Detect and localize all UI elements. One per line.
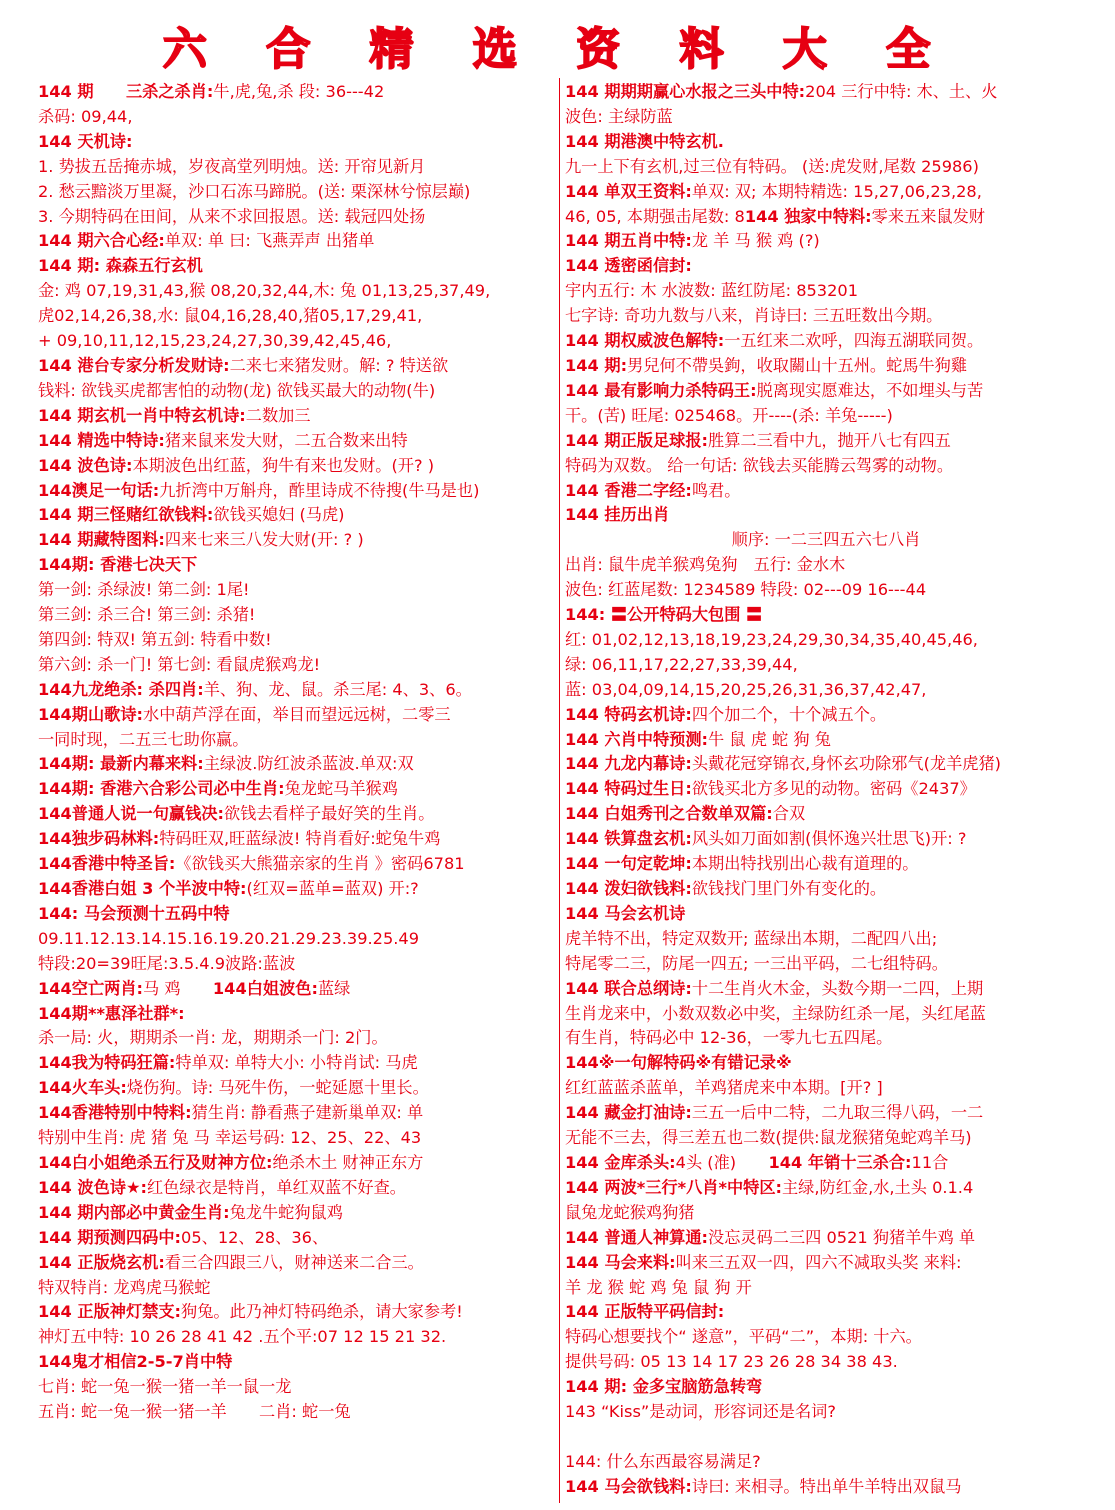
line-heading: 144 两波*三行*八肖*中特区: <box>565 1177 782 1197</box>
line-heading: 144 年销十三杀合: <box>768 1152 912 1172</box>
left-line <box>38 852 558 877</box>
line-heading: 144香港白姐 3 个半波中特: <box>38 879 247 898</box>
right-line <box>565 254 1087 279</box>
left-line <box>38 180 558 205</box>
line-heading: 144 普通人神算通: <box>565 1227 709 1247</box>
line-heading: 144鬼才相信2-5-7肖中特 <box>38 1352 233 1372</box>
line-text: 九一上下有玄机,过三位有特码。 (送:虎发财,尾数 25986) <box>565 156 979 176</box>
left-line <box>38 1325 558 1350</box>
left-line <box>38 254 558 279</box>
right-line <box>565 454 1087 479</box>
line-heading: 144香港特别中特料: <box>38 1103 192 1123</box>
line-heading: 144 天机诗: <box>38 131 133 151</box>
right-line <box>565 1450 1087 1475</box>
left-line <box>38 1400 558 1425</box>
line-heading: 144 单双王资料: <box>565 181 692 201</box>
line-text: 头戴花冠穿锦衣,身怀玄功除邪气(龙羊虎猪) <box>691 754 1001 774</box>
line-heading: 144 期 三杀之杀肖: <box>38 82 214 101</box>
line-heading: 144 藏金打油诗: <box>565 1103 692 1123</box>
line-heading: 144 期内部必中黄金生肖: <box>38 1202 230 1222</box>
right-line <box>565 180 1087 205</box>
line-heading: 144 六肖中特预测: <box>565 729 709 749</box>
line-text: 诗曰: 来相寻。特出单牛羊特出双鼠马 <box>691 1476 962 1496</box>
right-line <box>565 1325 1087 1350</box>
line-text: 143 “Kiss”是动词，形容词还是名词? <box>565 1402 836 1422</box>
right-line <box>565 678 1087 703</box>
right-line <box>565 1226 1087 1251</box>
line-text: 神灯五中特: 10 26 28 41 42 .五个平:07 12 15 21 32. <box>38 1327 447 1347</box>
right-line <box>565 1101 1087 1126</box>
line-text: 第一剑: 杀绿波! 第二剑: 1尾! <box>38 580 250 600</box>
line-text: (红双=蓝单=蓝双) 开:? <box>246 879 419 898</box>
right-line <box>565 703 1087 728</box>
right-line <box>565 429 1087 454</box>
line-text: 钱料: 欲钱买虎都害怕的动物(龙) 欲钱买最大的动物(牛) <box>38 380 436 400</box>
left-line <box>38 1201 558 1226</box>
right-line <box>565 1126 1087 1151</box>
left-line <box>38 1026 558 1051</box>
line-text: 特码为双数。 给一句话: 欲钱去买能腾云驾雾的动物。 <box>565 455 954 475</box>
line-heading: 144 马会来料: <box>565 1252 676 1272</box>
line-heading: 144期**惠泽社群*: <box>38 1003 185 1023</box>
line-text: 生肖龙来中，小数双数必中奖，主绿防红杀一尾，头红尾蓝 <box>565 1003 986 1023</box>
right-line <box>565 479 1087 504</box>
right-line <box>565 902 1087 927</box>
right-line <box>565 205 1087 230</box>
line-text: 11合 <box>911 1152 949 1172</box>
right-line <box>565 553 1087 578</box>
left-line <box>38 553 558 578</box>
line-text: 特单双: 单特大小: 小特肖试: 马虎 <box>175 1053 418 1073</box>
line-heading: 144 马会玄机诗 <box>565 903 686 923</box>
line-heading: 144 期港澳中特玄机. <box>565 131 724 151</box>
line-text: 七肖: 蛇一兔一猴一猪一羊一鼠一龙 <box>38 1377 292 1397</box>
line-text: 05、12、28、36、 <box>181 1227 329 1247</box>
line-text: 五肖: 蛇一兔一猴一猪一羊 二肖: 蛇一兔 <box>38 1402 351 1422</box>
left-line <box>38 678 558 703</box>
column-divider <box>559 78 560 1503</box>
right-column <box>565 80 1087 1500</box>
left-line <box>38 1151 558 1176</box>
right-line <box>565 155 1087 180</box>
left-line <box>38 603 558 628</box>
left-line <box>38 279 558 304</box>
right-line <box>565 105 1087 130</box>
line-text: 第六剑: 杀一门! 第七剑: 看鼠虎猴鸡龙! <box>38 654 321 674</box>
line-heading: 144※一句解特码※有错记录※ <box>565 1053 792 1073</box>
right-line <box>565 503 1087 528</box>
line-heading: 144 特码玄机诗: <box>565 704 692 724</box>
left-line <box>38 1251 558 1276</box>
line-heading: 144 白姐秀刊之合数单双篇: <box>565 804 773 824</box>
line-text: 《欲钱买大熊猫亲家的生肖 》密码6781 <box>175 854 465 874</box>
line-heading: 144 期: 森森五行玄机 <box>38 256 203 276</box>
line-heading: 144 透密函信封: <box>565 256 692 276</box>
line-text: 1. 势拔五岳掩赤城，岁夜高堂列明烛。送: 开帘见新月 <box>38 156 426 176</box>
line-text: 羊、狗、龙、鼠。杀三尾: 4、3、6。 <box>203 679 472 699</box>
line-text: 零来五来鼠发财 <box>871 206 985 226</box>
line-text: 特尾零二三，防尾一四五; 一三出平码，二七组特码。 <box>565 953 948 973</box>
right-line <box>565 1276 1087 1301</box>
line-heading: 144 金库杀头: <box>565 1152 676 1172</box>
line-text: 虎02,14,26,38,水: 鼠04,16,28,40,猪05,17,29,41, <box>38 306 423 326</box>
left-line <box>38 130 558 155</box>
line-text: + 09,10,11,12,15,23,24,27,30,39,42,45,46, <box>38 331 392 351</box>
line-heading: 144 波色诗★: <box>38 1177 147 1197</box>
left-line <box>38 653 558 678</box>
left-line <box>38 80 558 105</box>
line-text: 特段:20=39旺尾:3.5.4.9波路:蓝波 <box>38 953 296 973</box>
line-heading: 144 期预测四码中: <box>38 1227 182 1247</box>
line-text: 三五一后中二特，二九取三得八码，一二 <box>691 1103 984 1123</box>
right-line <box>565 952 1087 977</box>
right-line <box>565 80 1087 105</box>
right-line <box>565 379 1087 404</box>
right-line <box>565 877 1087 902</box>
left-line <box>38 1076 558 1101</box>
left-line <box>38 379 558 404</box>
line-text: 七字诗: 奇功九数与八来，肖诗曰: 三五旺数出今期。 <box>565 306 943 326</box>
line-text: 风头如刀面如割(俱怀逸兴壮思飞)开: ? <box>691 829 967 849</box>
left-line <box>38 902 558 927</box>
left-line <box>38 528 558 553</box>
right-line <box>565 827 1087 852</box>
line-heading: 144九龙绝杀: 杀四肖: <box>38 679 204 699</box>
line-text: 鸣君。 <box>691 480 741 500</box>
line-heading: 144 独家中特料: <box>744 206 872 226</box>
line-heading: 144火车头: <box>38 1078 127 1098</box>
right-line <box>565 603 1087 628</box>
line-text: 兔龙蛇马羊猴鸡 <box>284 779 398 799</box>
left-line <box>38 429 558 454</box>
line-heading: 144: 〓公开特码大包围 〓 <box>565 605 763 625</box>
line-heading: 144期: 香港六合彩公司必中生肖: <box>38 779 285 799</box>
left-line <box>38 229 558 254</box>
line-heading: 144 港台专家分析发财诗: <box>38 355 230 375</box>
line-text: 九折湾中万斛舟，酢里诗成不待搜(牛马是也) <box>159 480 480 500</box>
line-text: 特码心想要找个“ 遂意”，平码“二”，本期: 十六。 <box>565 1327 922 1347</box>
page-title: 六 合 精 选 资 料 大 全 <box>162 24 953 75</box>
right-line <box>565 279 1087 304</box>
right-line <box>565 802 1087 827</box>
line-text: 牛,虎,兔,杀 段: 36---42 <box>213 82 385 101</box>
left-line <box>38 927 558 952</box>
right-line <box>565 927 1087 952</box>
line-heading: 144白小姐绝杀五行及财神方位: <box>38 1152 273 1172</box>
right-line <box>565 1051 1087 1076</box>
line-text: 绿: 06,11,17,22,27,33,39,44, <box>565 654 798 674</box>
line-text: 烧伤狗。诗: 马死牛伤，一蛇延愿十里长。 <box>126 1078 429 1098</box>
line-heading: 144澳足一句话: <box>38 480 160 500</box>
line-heading: 144 最有影响力杀特码王: <box>565 380 757 400</box>
line-text: 顺序: 一二三四五六七八肖 <box>731 530 921 550</box>
line-text: 二数加三 <box>245 405 311 425</box>
line-text: 水中葫芦浮在面，举目而望远远树，二零三 <box>143 704 451 724</box>
line-text: 男兒何不帶吳鉤，收取關山十五州。蛇馬牛狗雞 <box>627 355 968 375</box>
line-text: 狗兔。此乃神灯特码绝杀，请大家参考! <box>181 1302 463 1322</box>
left-line <box>38 977 558 1002</box>
line-heading: 144 期: 金多宝脑筋急转弯 <box>565 1377 763 1397</box>
line-text: 鼠兔龙蛇猴鸡狗猪 <box>565 1202 695 1222</box>
line-heading: 144 正版神灯禁支: <box>38 1302 182 1322</box>
line-text: 无能不三去，得三差五也二数(提供:鼠龙猴猪兔蛇鸡羊马) <box>565 1128 972 1148</box>
left-line <box>38 1176 558 1201</box>
line-text: 单双: 单 曰: 飞燕弄声 出猪单 <box>164 231 375 251</box>
left-line <box>38 304 558 329</box>
line-text: 杀一局: 火，期期杀一肖: 龙，期期杀一门: 2门。 <box>38 1028 388 1048</box>
left-line <box>38 454 558 479</box>
line-text: 马 鸡 <box>143 978 213 998</box>
right-line <box>565 578 1087 603</box>
right-line <box>565 354 1087 379</box>
line-heading: 144 期正版足球报: <box>565 430 709 450</box>
line-text: 09.11.12.13.14.15.16.19.20.21.29.23.39.25.49 <box>38 928 420 948</box>
line-heading: 144 一句定乾坤: <box>565 854 692 874</box>
right-line <box>565 653 1087 678</box>
right-line <box>565 1425 1087 1450</box>
right-line <box>565 1201 1087 1226</box>
line-heading: 144白姐波色: <box>212 978 318 998</box>
line-text: 第三剑: 杀三合! 第三剑: 杀猪! <box>38 605 256 625</box>
line-text: 看三合四跟三八，财神送来二合三。 <box>164 1252 424 1272</box>
line-heading: 144 联合总纲诗: <box>565 978 692 998</box>
left-line <box>38 354 558 379</box>
line-text: 单双: 双; 本期特精选: 15,27,06,23,28, <box>691 181 982 201</box>
right-line <box>565 1475 1087 1500</box>
line-heading: 144普通人说一句赢钱决: <box>38 804 224 824</box>
line-heading: 144 特码过生日: <box>565 779 692 799</box>
right-line <box>565 304 1087 329</box>
left-line <box>38 1300 558 1325</box>
right-line <box>565 1002 1087 1027</box>
left-line <box>38 205 558 230</box>
line-text: 羊 龙 猴 蛇 鸡 兔 鼠 狗 开 <box>565 1277 752 1297</box>
line-text: 46, 05, 本期强击尾数: 8 <box>565 206 745 226</box>
line-heading: 144 期六合心经: <box>38 231 165 251</box>
line-text: 本期出特找别出心裁有道理的。 <box>691 854 919 874</box>
line-text: 3. 今期特码在田间，从来不求回报恩。送: 载冠四处扬 <box>38 206 426 226</box>
line-heading: 144 期: <box>565 355 628 375</box>
line-text: 欲钱买北方多见的动物。密码《2437》 <box>691 779 976 799</box>
left-line <box>38 1350 558 1375</box>
line-heading: 144 期藏特图料: <box>38 530 165 550</box>
right-line <box>565 752 1087 777</box>
line-text: 一同时现，二五三七助你赢。 <box>38 729 249 749</box>
right-line <box>565 1300 1087 1325</box>
line-heading: 144 期五肖中特: <box>565 231 692 251</box>
left-line <box>38 503 558 528</box>
line-text: 金: 鸡 07,19,31,43,猴 08,20,32,44,木: 兔 01,13,25,37,49, <box>38 281 491 301</box>
right-line <box>565 1350 1087 1375</box>
line-text: 波色: 主绿防蓝 <box>565 106 673 126</box>
right-line <box>565 229 1087 254</box>
line-text: 虎羊特不出，特定双数开; 蓝绿出本期，二配四八出; <box>565 928 938 948</box>
line-text: 2. 愁云黯淡万里凝，沙口石冻马蹄脱。(送: 栗深林兮惊层巅) <box>38 181 471 201</box>
line-heading: 144独步码林料: <box>38 829 160 849</box>
left-line <box>38 1002 558 1027</box>
line-text: 胜算二三看中九，抛开八七有四五 <box>708 430 951 450</box>
line-text: 204 三行中特: 木、土、火 <box>805 82 998 101</box>
right-line <box>565 1076 1087 1101</box>
right-line <box>565 130 1087 155</box>
line-text: 猪来鼠来发大财，二五合数来出特 <box>164 430 408 450</box>
line-text: 红红蓝蓝杀蓝单，羊鸡猪虎来中本期。[开? ] <box>565 1078 883 1098</box>
right-line <box>565 728 1087 753</box>
line-text: 欲钱去看样子最好笑的生肖。 <box>223 804 435 824</box>
line-heading: 144 泼妇欲钱料: <box>565 879 692 898</box>
left-line <box>38 1101 558 1126</box>
line-text: 欲钱找门里门外有变化的。 <box>691 879 887 898</box>
line-text: 波色: 红蓝尾数: 1234589 特段: 02---09 16---44 <box>565 580 927 600</box>
line-heading: 144 正版特平码信封: <box>565 1302 725 1322</box>
line-text: 特双特肖: 龙鸡虎马猴蛇 <box>38 1277 211 1297</box>
line-text: 没忘灵码二三四 0521 狗猪羊牛鸡 单 <box>708 1227 976 1247</box>
line-text: 杀码: 09,44, <box>38 106 133 126</box>
left-line <box>38 877 558 902</box>
line-text: 一五红来二欢呼，四海五湖联同贺。 <box>724 331 984 351</box>
line-text: 十二生肖火木金，头数今期一二四，上期 <box>691 978 984 998</box>
left-line <box>38 578 558 603</box>
right-line <box>565 628 1087 653</box>
line-heading: 144: 马会预测十五码中特 <box>38 903 230 923</box>
line-text: 脱离现实愿难达，不如埋头与苦 <box>756 380 984 400</box>
line-heading: 144期山歌诗: <box>38 704 144 724</box>
left-line <box>38 479 558 504</box>
right-line <box>565 1375 1087 1400</box>
line-text: 四个加二个，十个减五个。 <box>691 704 887 724</box>
line-text: 主绿波.防红波杀蓝波.单双:双 <box>203 754 414 774</box>
left-line <box>38 777 558 802</box>
line-text: 红色绿衣是特肖，单红双蓝不好查。 <box>146 1177 406 1197</box>
line-text: 红: 01,02,12,13,18,19,23,24,29,30,34,35,40,45,46, <box>565 629 978 649</box>
line-heading: 144 期期期赢心水报之三头中特: <box>565 82 806 101</box>
line-heading: 144 期三怪赌红欲钱料: <box>38 505 214 525</box>
right-line <box>565 1400 1087 1425</box>
line-heading: 144 期玄机一肖中特玄机诗: <box>38 405 246 425</box>
line-text: 特码旺双,旺蓝绿波! 特肖看好:蛇兔牛鸡 <box>159 829 441 849</box>
right-line <box>565 1151 1087 1176</box>
line-text: 龙 羊 马 猴 鸡 (?) <box>691 231 820 251</box>
line-heading: 144香港中特圣旨: <box>38 854 176 874</box>
left-line <box>38 628 558 653</box>
line-text: 4头 (准) <box>675 1152 769 1172</box>
left-line <box>38 1375 558 1400</box>
line-text: 蓝绿 <box>317 978 351 998</box>
right-line <box>565 777 1087 802</box>
left-line <box>38 329 558 354</box>
right-line <box>565 1176 1087 1201</box>
line-heading: 144 香港二字经: <box>565 480 692 500</box>
line-heading: 144 九龙内幕诗: <box>565 754 692 774</box>
left-line <box>38 752 558 777</box>
line-text: 本期波色出红蓝，狗牛有来也发财。(开? ) <box>132 455 435 475</box>
left-line <box>38 827 558 852</box>
left-line <box>38 802 558 827</box>
left-line <box>38 1126 558 1151</box>
line-heading: 144期: 最新内幕来料: <box>38 754 204 774</box>
left-line <box>38 404 558 429</box>
left-column <box>38 80 558 1425</box>
right-line <box>565 852 1087 877</box>
line-text: 144: 什么东西最容易满足? <box>565 1451 761 1471</box>
left-line <box>38 952 558 977</box>
left-line <box>38 105 558 130</box>
left-line <box>38 728 558 753</box>
line-text: 绝杀木土 财神正东方 <box>272 1152 424 1172</box>
line-text: 四来七来三八发大财(开: ? ) <box>164 530 364 550</box>
line-text: 欲钱买媳妇 (马虎) <box>213 505 345 525</box>
line-text: 蓝: 03,04,09,14,15,20,25,26,31,36,37,42,47, <box>565 679 927 699</box>
left-line <box>38 1051 558 1076</box>
line-text: 第四剑: 特双! 第五剑: 特看中数! <box>38 629 272 649</box>
line-heading: 144 精选中特诗: <box>38 430 165 450</box>
line-text: 主绿,防红金,水,土头 0.1.4 <box>781 1177 974 1197</box>
line-heading: 144期: 香港七决天下 <box>38 555 198 575</box>
left-line <box>38 1226 558 1251</box>
line-text: 牛 鼠 虎 蛇 狗 兔 <box>708 729 831 749</box>
line-text: 干。(苦) 旺尾: 025468。开----(杀: 羊兔-----) <box>565 405 893 425</box>
right-line <box>565 528 1087 553</box>
left-line <box>38 1276 558 1301</box>
line-text: 提供号码: 05 13 14 17 23 26 28 34 38 43. <box>565 1352 898 1372</box>
line-heading: 144 波色诗: <box>38 455 133 475</box>
line-text: 叫来三五双一四，四六不减取头奖 来料: <box>675 1252 962 1272</box>
line-text: 有生肖，特码必中 12-36，一零九七五四尾。 <box>565 1028 893 1048</box>
line-heading: 144 铁算盘玄机: <box>565 829 692 849</box>
line-heading: 144 挂历出肖 <box>565 505 670 525</box>
line-text: 出肖: 鼠牛虎羊猴鸡兔狗 五行: 金水木 <box>565 555 846 575</box>
line-text: 特别中生肖: 虎 猪 兔 马 幸运号码: 12、25、22、43 <box>38 1128 422 1148</box>
right-line <box>565 1251 1087 1276</box>
line-text: 宇内五行: 木 水波数: 蓝红防尾: 853201 <box>565 281 858 301</box>
right-line <box>565 404 1087 429</box>
line-text: 合双 <box>772 804 806 824</box>
line-heading: 144 正版烧玄机: <box>38 1252 165 1272</box>
line-text: 二来七来猪发财。解: ? 特送欲 <box>229 355 449 375</box>
left-line <box>38 703 558 728</box>
line-text: 兔龙牛蛇狗鼠鸡 <box>229 1202 343 1222</box>
right-line <box>565 329 1087 354</box>
line-text: 猜生肖: 静看燕子建新巢单双: 单 <box>191 1103 424 1123</box>
line-heading: 144我为特码狂篇: <box>38 1053 176 1073</box>
right-line <box>565 1026 1087 1051</box>
line-heading: 144 马会欲钱料: <box>565 1476 692 1496</box>
left-line <box>38 155 558 180</box>
line-heading: 144 期权威波色解特: <box>565 331 725 351</box>
right-line <box>565 977 1087 1002</box>
line-heading: 144空亡两肖: <box>38 978 144 998</box>
